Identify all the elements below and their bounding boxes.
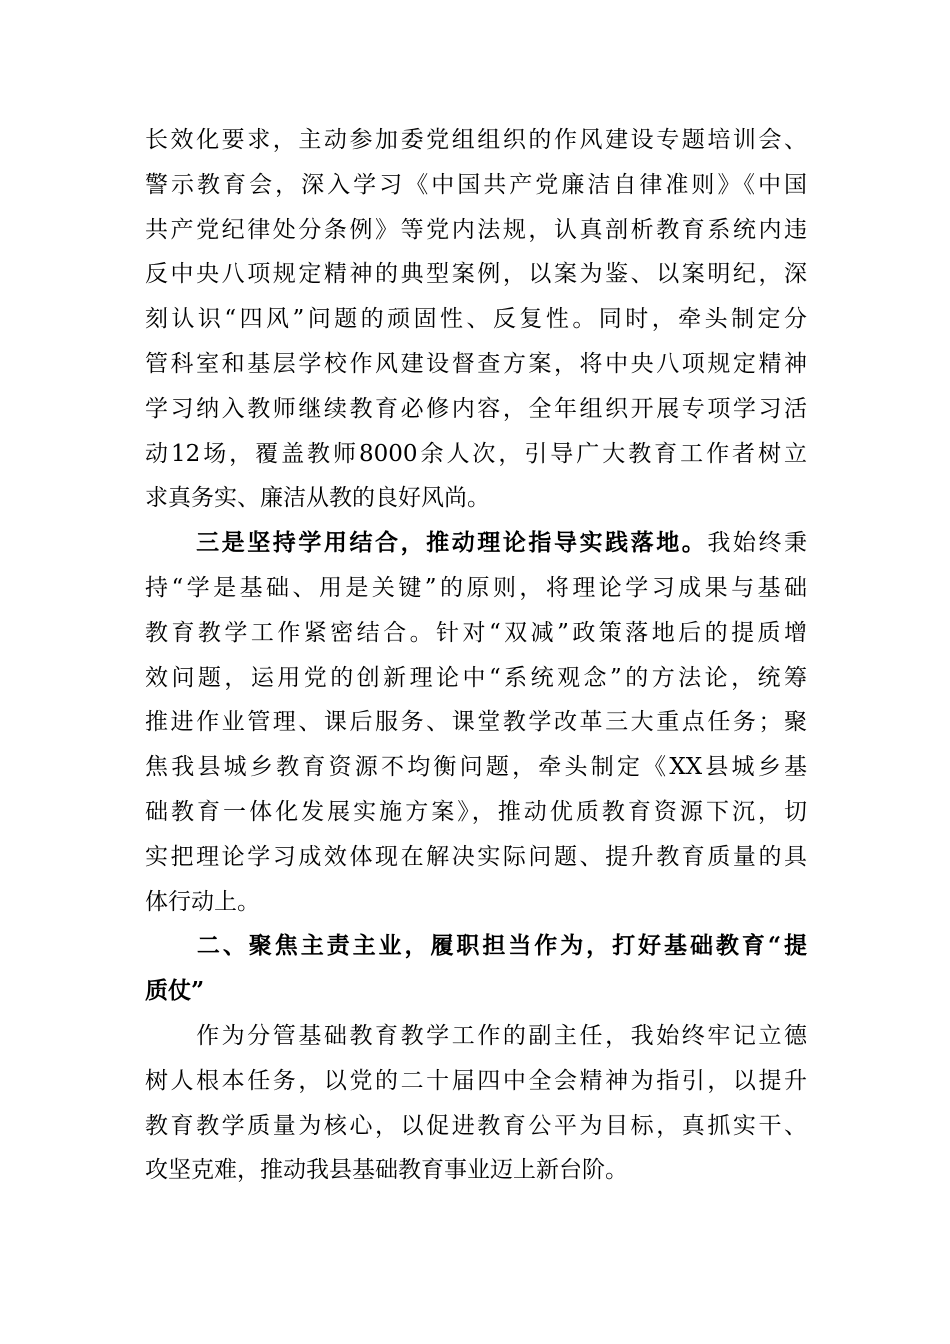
text-line: 求真务实、廉洁从教的良好风尚。: [145, 485, 490, 512]
text-line: 体行动上。: [145, 888, 260, 915]
text-line: 效问题，运用党的创新理论中“系统观念”的方法论，统筹: [145, 664, 807, 691]
text-line: 二、聚焦主责主业，履职担当作为，打好基础教育“提: [145, 932, 807, 960]
text-line: 长效化要求，主动参加委党组组织的作风建设专题培训会、: [145, 127, 807, 153]
text-line: 攻坚克难，推动我县基础教育事业迈上新台阶。: [145, 1157, 628, 1184]
text-line: 推进作业管理、课后服务、课堂教学改革三大重点任务；聚: [145, 709, 807, 736]
paragraph: [145, 1014, 807, 1193]
bold-lead-sentence: 三是坚持学用结合，推动理论指导实践落地。: [196, 529, 708, 557]
text-line: 管科室和基层学校作风建设督查方案，将中央八项规定精神: [145, 350, 807, 377]
section-heading: [145, 924, 807, 1014]
text-line: 教育教学质量为核心，以促进教育公平为目标，真抓实干、: [145, 1112, 807, 1139]
text-line: 作为分管基础教育教学工作的副主任，我始终牢记立德: [145, 1022, 807, 1049]
text-line: 动12场，覆盖教师8000余人次，引导广大教育工作者树立: [145, 440, 807, 467]
text-line: 三是坚持学用结合，推动理论指导实践落地。我始终秉: [196, 529, 808, 557]
text-line: 学习纳入教师继续教育必修内容，全年组织开展专项学习活: [145, 395, 807, 422]
text-line: 刻认识“四风”问题的顽固性、反复性。同时，牵头制定分: [145, 306, 807, 333]
text-line: 持“学是基础、用是关键”的原则，将理论学习成果与基础: [145, 574, 807, 601]
text-line: 焦我县城乡教育资源不均衡问题，牵头制定《XX县城乡基: [145, 754, 807, 781]
text-line: 实把理论学习成效体现在解决实际问题、提升教育质量的具: [145, 843, 807, 870]
paragraph: [145, 118, 807, 521]
text-line: 警示教育会，深入学习《中国共产党廉洁自律准则》《中国: [145, 171, 807, 198]
text-line: 础教育一体化发展实施方案》，推动优质教育资源下沉，切: [145, 798, 807, 825]
text-line: 共产党纪律处分条例》等党内法规，认真剖析教育系统内违: [145, 216, 807, 243]
text-line: 质仗”: [145, 977, 205, 1005]
paragraph: [145, 521, 807, 924]
text-line: 教育教学工作紧密结合。针对“双减”政策落地后的提质增: [145, 619, 807, 646]
text-line: 反中央八项规定精神的典型案例，以案为鉴、以案明纪，深: [145, 261, 807, 288]
text-line: 树人根本任务，以党的二十届四中全会精神为指引，以提升: [145, 1067, 807, 1094]
document-page: [145, 118, 807, 1193]
